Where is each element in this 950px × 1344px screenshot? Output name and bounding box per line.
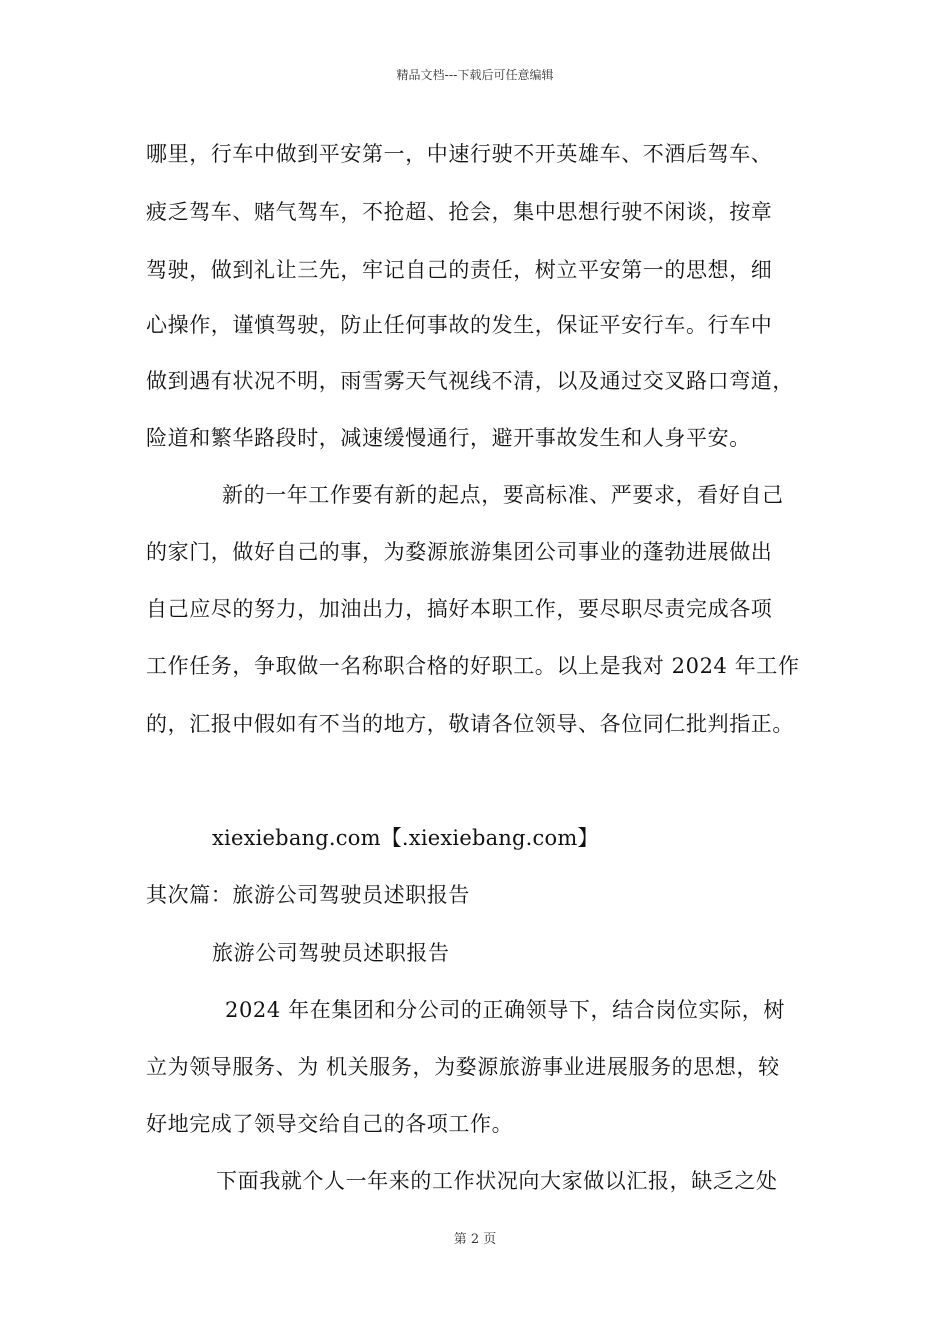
body-line: 立为领导服务、为 机关服务，为婺源旅游事业进展服务的思想，较 [146, 1055, 780, 1079]
website-line: xiexiebang.com【.xiexiebang.com】 [212, 826, 599, 850]
body-line: 心操作，谨慎驾驶，防止任何事故的发生，保证平安行车。行车中 [146, 313, 773, 337]
body-line: 驾驶，做到礼让三先，牢记自己的责任，树立平安第一的思想，细 [146, 258, 773, 282]
report-title: 旅游公司驾驶员述职报告 [212, 941, 450, 965]
body-line: 工作任务，争取做一名称职合格的好职工。以上是我对 2024 年工作 [146, 654, 800, 678]
body-line: 险道和繁华路段时，减速缓慢通行，避开事故发生和人身平安。 [146, 426, 751, 450]
section-title: 其次篇：旅游公司驾驶员述职报告 [146, 883, 470, 907]
body-line: 好地完成了领导交给自己的各项工作。 [146, 1112, 514, 1136]
body-line: 下面我就个人一年来的工作状况向大家做以汇报，缺乏之处 [216, 1169, 778, 1193]
body-line: 2024 年在集团和分公司的正确领导下，结合岗位实际，树 [225, 998, 785, 1022]
page-footer: 第 2 页 [453, 1232, 497, 1247]
body-line: 哪里，行车中做到平安第一，中速行驶不开英雄车、不酒后驾车、 [146, 142, 773, 166]
page-header: 精品文档---下载后可任意编辑 [396, 68, 554, 82]
body-line: 做到遇有状况不明，雨雪雾天气视线不清，以及通过交叉路口弯道， [146, 369, 794, 393]
body-line: 的家门，做好自己的事，为婺源旅游集团公司事业的蓬勃进展做出 [146, 540, 773, 564]
body-line: 自己应尽的努力，加油出力，搞好本职工作，要尽职尽责完成各项 [146, 597, 773, 621]
body-line: 疲乏驾车、赌气驾车，不抢超、抢会，集中思想行驶不闲谈，按章 [146, 200, 773, 224]
body-line: 的，汇报中假如有不当的地方，敬请各位领导、各位同仁批判指正。 [146, 712, 794, 736]
body-line: 新的一年工作要有新的起点，要高标准、严要求，看好自己 [222, 483, 784, 507]
